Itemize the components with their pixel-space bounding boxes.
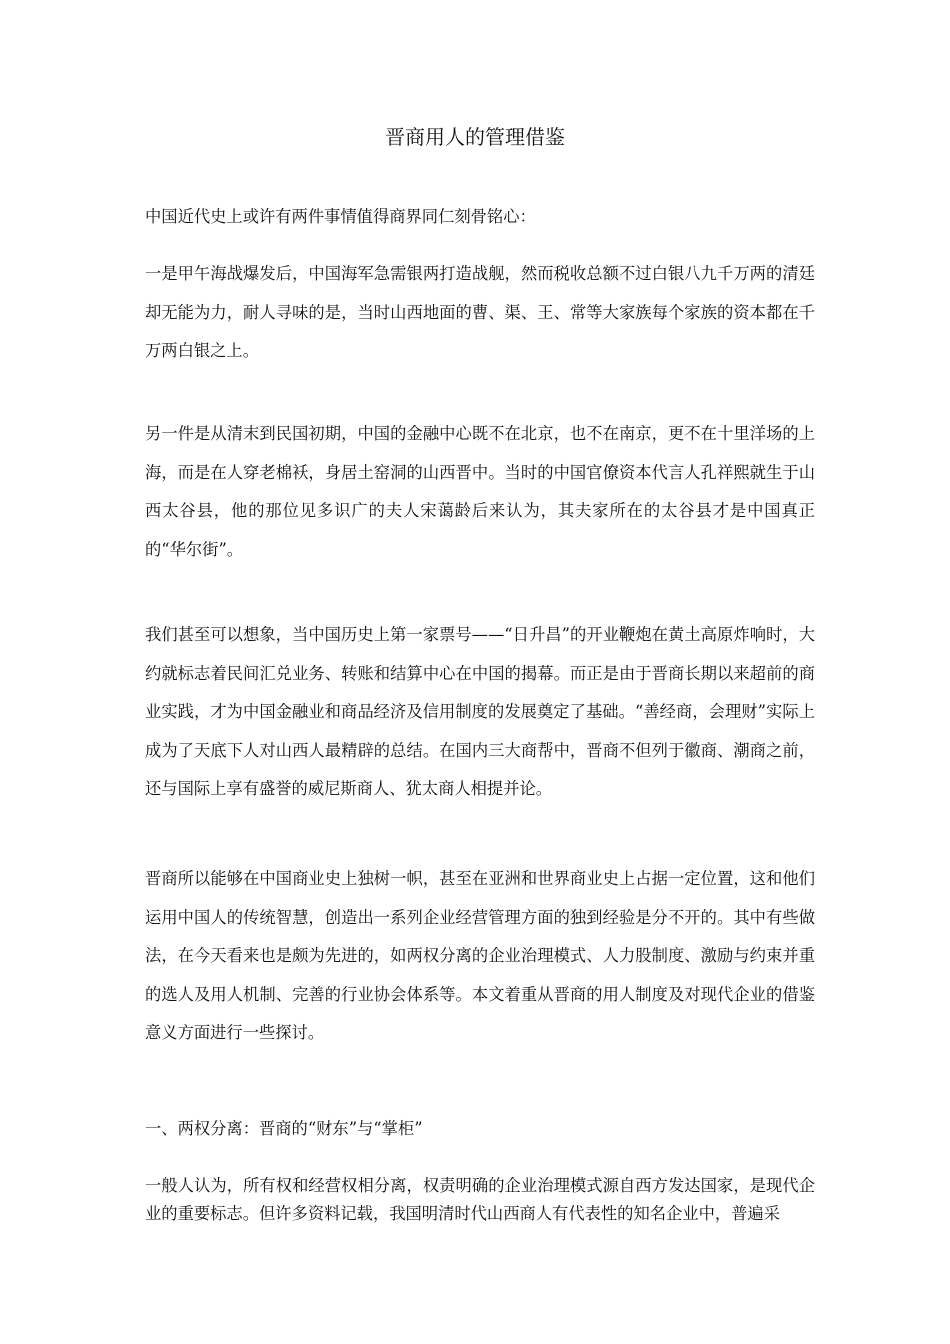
paragraph-second-event: 另一件是从清末到民国初期，中国的金融中心既不在北京，也不在南京，更不在十里洋场的上海，而是在人穿老棉袄，身居土窑洞的山西晋中。当时的中国官僚资本代言人孔祥熙就生于山西太谷县，他的那位见多识广的夫人宋蔼龄后来认为，其夫家所在的太谷县才是中国真正的“华尔街”。 (145, 424, 815, 559)
paragraph-piaohao: 我们甚至可以想象，当中国历史上第一家票号——“日升昌”的开业鞭炮在黄土高原炸响时，大约就标志着民间汇兑业务、转账和结算中心在中国的揭幕。而正是由于晋商长期以来超前的商业实践，才为中国金融业和商品经济及信用制度的发展奠定了基础。“善经商，会理财”实际上成为了天底下人对山西人最精辟的总结。在国内三大商帮中，晋商不但列于徽商、潮商之前，还与国际上享有盛誉的威尼斯商人、犹太商人相提并论。 (145, 625, 815, 798)
paragraph-first-event: 一是甲午海战爆发后，中国海军急需银两打造战舰，然而税收总额不过白银八九千万两的清廷却无能为力，耐人寻味的是，当时山西地面的曹、渠、王、常等大家族每个家族的资本都在千万两白银之上。 (145, 264, 815, 360)
section-heading-separation: 一、两权分离：晋商的“财东”与“掌柜” (145, 1119, 423, 1138)
document-title: 晋商用人的管理借鉴 (385, 125, 565, 149)
paragraph-separation-intro: 一般人认为，所有权和经营权相分离，权责明确的企业治理模式源自西方发达国家，是现代企业的重要标志。但许多资料记载，我国明清时代山西商人有代表性的知名企业中，普遍采 (145, 1176, 815, 1223)
paragraph-jinshang-success: 晋商所以能够在中国商业史上独树一帜，甚至在亚洲和世界商业史上占据一定位置，这和他们运用中国人的传统智慧，创造出一系列企业经营管理方面的独到经验是分不开的。其中有些做法，在今天看来也是颇为先进的，如两权分离的企业治理模式、人力股制度、激励与约束并重的选人及用人机制、完善的行业协会体系等。本文着重从晋商的用人制度及对现代企业的借鉴意义方面进行一些探讨。 (145, 869, 815, 1042)
paragraph-intro: 中国近代史上或许有两件事情值得商界同仁刻骨铭心： (145, 207, 536, 226)
